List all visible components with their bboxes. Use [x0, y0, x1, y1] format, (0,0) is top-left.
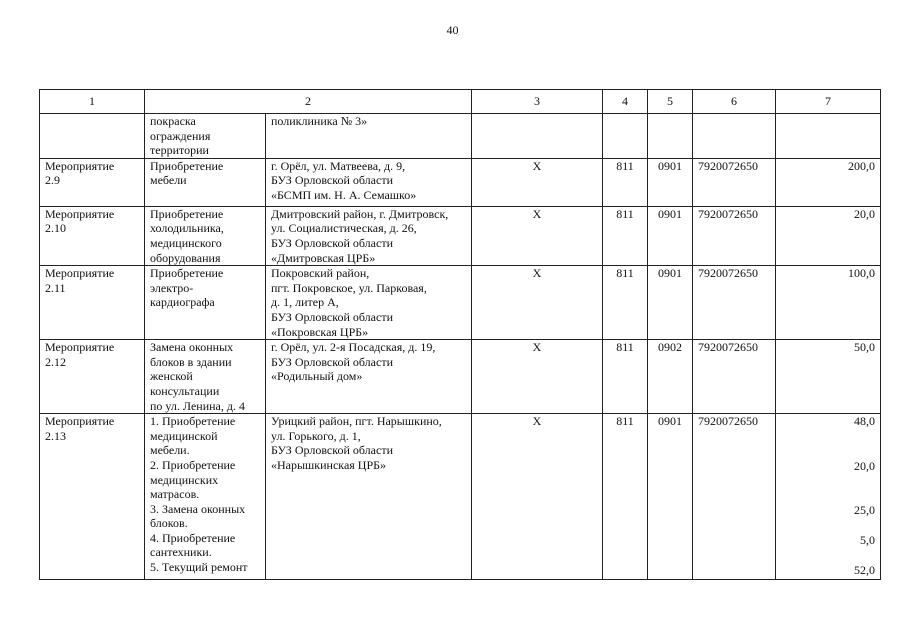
description-cell-line: медицинской — [150, 428, 218, 443]
description-cell-line: 3. Замена оконных — [150, 501, 246, 516]
header-cell-2: 2 — [145, 90, 472, 114]
amount-cell — [776, 340, 881, 414]
address-cell-line: г. Орёл, ул. 2-я Посадская, д. 19, — [271, 340, 436, 355]
header-cell-1: 1 — [40, 90, 145, 114]
description-cell-line: электро- — [150, 280, 194, 295]
activity-cell-line: Мероприятие — [45, 340, 115, 355]
address-cell-line: БУЗ Орловской области — [271, 309, 393, 324]
table-row — [40, 414, 881, 580]
col6-cell: 7920072650 — [693, 340, 776, 414]
table-row — [40, 158, 881, 206]
amount-cell — [776, 114, 881, 159]
table-row — [40, 266, 881, 340]
description-cell-line: мебели. — [150, 443, 190, 458]
description-cell — [145, 266, 266, 340]
description-cell — [145, 206, 266, 265]
amount-value: 20,0 — [854, 206, 875, 221]
activity-cell — [40, 114, 145, 159]
description-cell-line: 5. Текущий ремонт — [150, 560, 248, 575]
col5-cell — [648, 114, 693, 159]
amount-value: 100,0 — [848, 266, 875, 281]
activity-cell-line: Мероприятие — [45, 266, 115, 281]
address-cell — [266, 158, 472, 206]
header-cell-6: 6 — [693, 90, 776, 114]
address-cell-line: «Родильный дом» — [271, 369, 363, 384]
amount-value: 5,0 — [860, 532, 875, 547]
description-cell-line: по ул. Ленина, д. 4 — [150, 398, 245, 413]
address-cell-line: Покровский район, — [271, 266, 370, 281]
activity-cell-line: 2.10 — [45, 221, 66, 236]
address-cell-line: ул. Горького, д. 1, — [271, 428, 361, 443]
col5-cell: 0902 — [648, 340, 693, 414]
amount-value: 200,0 — [848, 158, 875, 173]
col5-cell: 0901 — [648, 158, 693, 206]
address-cell-line: поликлиника № 3» — [271, 114, 368, 128]
header-cell-7: 7 — [776, 90, 881, 114]
address-cell — [266, 414, 472, 580]
activity-cell-line: Мероприятие — [45, 158, 115, 173]
col4-cell — [603, 114, 648, 159]
description-cell-line: покраска — [150, 114, 196, 128]
address-cell-line: пгт. Покровское, ул. Парковая, — [271, 280, 427, 295]
description-cell-line: матрасов. — [150, 487, 200, 502]
address-cell-line: ул. Социалистическая, д. 26, — [271, 221, 417, 236]
description-cell-line: территории — [150, 143, 209, 158]
description-cell — [145, 158, 266, 206]
col5-cell: 0901 — [648, 206, 693, 265]
description-cell-line: консультации — [150, 383, 220, 398]
col4-cell: 811 — [603, 266, 648, 340]
address-cell — [266, 266, 472, 340]
activity-cell-line: Мероприятие — [45, 206, 115, 221]
amount-cell — [776, 206, 881, 265]
description-cell-line: 2. Приобретение — [150, 457, 236, 472]
amount-value: 20,0 — [854, 458, 875, 473]
address-cell-line: «Дмитровская ЦРБ» — [271, 250, 376, 265]
description-cell-line: 4. Приобретение — [150, 530, 236, 545]
table-row — [40, 114, 881, 159]
activity-cell-line: 2.12 — [45, 354, 66, 369]
address-cell-line: «Покровская ЦРБ» — [271, 324, 369, 339]
col3-cell: Х — [472, 266, 603, 340]
col4-cell: 811 — [603, 206, 648, 265]
description-cell-line: кардиографа — [150, 295, 215, 310]
amount-cell — [776, 414, 881, 580]
table-header-row — [40, 90, 881, 114]
col6-cell: 7920072650 — [693, 266, 776, 340]
amount-value: 50,0 — [854, 340, 875, 355]
description-cell — [145, 114, 266, 159]
description-cell-line: медицинских — [150, 472, 219, 487]
description-cell-line: блоков в здании — [150, 354, 232, 369]
description-cell-line: Замена оконных — [150, 340, 234, 355]
address-cell-line: д. 1, литер А, — [271, 295, 339, 310]
address-cell — [266, 114, 472, 159]
col6-cell: 7920072650 — [693, 206, 776, 265]
col3-cell: Х — [472, 414, 603, 580]
activity-cell — [40, 340, 145, 414]
activity-cell-line: 2.11 — [45, 280, 66, 295]
page-number: 40 — [446, 23, 459, 37]
description-cell-line: оборудования — [150, 250, 221, 265]
address-cell-line: БУЗ Орловской области — [271, 235, 393, 250]
col3-cell: Х — [472, 206, 603, 265]
col4-cell: 811 — [603, 340, 648, 414]
description-cell-line: блоков. — [150, 516, 188, 531]
address-cell-line: Дмитровский район, г. Дмитровск, — [271, 206, 449, 221]
description-cell-line: Приобретение — [150, 158, 224, 173]
address-cell — [266, 206, 472, 265]
address-cell-line: БУЗ Орловской области — [271, 354, 393, 369]
description-cell-line: ограждения — [150, 128, 211, 143]
activity-cell-line: 2.9 — [45, 173, 60, 188]
address-cell-line: «БСМП им. Н. А. Семашко» — [271, 187, 417, 202]
description-cell-line: 1. Приобретение — [150, 414, 236, 429]
address-cell-line: «Нарышкинская ЦРБ» — [271, 457, 387, 472]
col6-cell — [693, 114, 776, 159]
activity-cell — [40, 158, 145, 206]
description-cell-line: Приобретение — [150, 266, 224, 281]
col4-cell: 811 — [603, 158, 648, 206]
budget-table — [39, 89, 881, 580]
col6-cell: 7920072650 — [693, 158, 776, 206]
amount-value: 52,0 — [854, 562, 875, 577]
amount-cell — [776, 266, 881, 340]
col3-cell: Х — [472, 340, 603, 414]
description-cell-line: сантехники. — [150, 545, 212, 560]
address-cell-line: БУЗ Орловской области — [271, 173, 393, 188]
col5-cell: 0901 — [648, 266, 693, 340]
activity-cell — [40, 206, 145, 265]
activity-cell — [40, 266, 145, 340]
col3-cell: Х — [472, 158, 603, 206]
address-cell-line: г. Орёл, ул. Матвеева, д. 9, — [271, 158, 406, 173]
col5-cell: 0901 — [648, 414, 693, 580]
description-cell — [145, 414, 266, 580]
address-cell — [266, 340, 472, 414]
description-cell-line: холодильника, — [150, 221, 224, 236]
col4-cell: 811 — [603, 414, 648, 580]
activity-cell — [40, 414, 145, 580]
table-row — [40, 340, 881, 414]
description-cell-line: мебели — [150, 173, 187, 188]
address-cell-line: Урицкий район, пгт. Нарышкино, — [271, 414, 442, 429]
header-cell-5: 5 — [648, 90, 693, 114]
activity-cell-line: Мероприятие — [45, 414, 115, 429]
address-cell-line: БУЗ Орловской области — [271, 443, 393, 458]
description-cell-line: женской — [150, 369, 193, 384]
description-cell-line: медицинского — [150, 235, 222, 250]
description-cell — [145, 340, 266, 414]
header-cell-4: 4 — [603, 90, 648, 114]
table-row — [40, 206, 881, 265]
col3-cell — [472, 114, 603, 159]
amount-value: 48,0 — [854, 414, 875, 429]
activity-cell-line: 2.13 — [45, 428, 66, 443]
amount-value: 25,0 — [854, 503, 875, 518]
description-cell-line: Приобретение — [150, 206, 224, 221]
col6-cell: 7920072650 — [693, 414, 776, 580]
amount-cell — [776, 158, 881, 206]
header-cell-3: 3 — [472, 90, 603, 114]
